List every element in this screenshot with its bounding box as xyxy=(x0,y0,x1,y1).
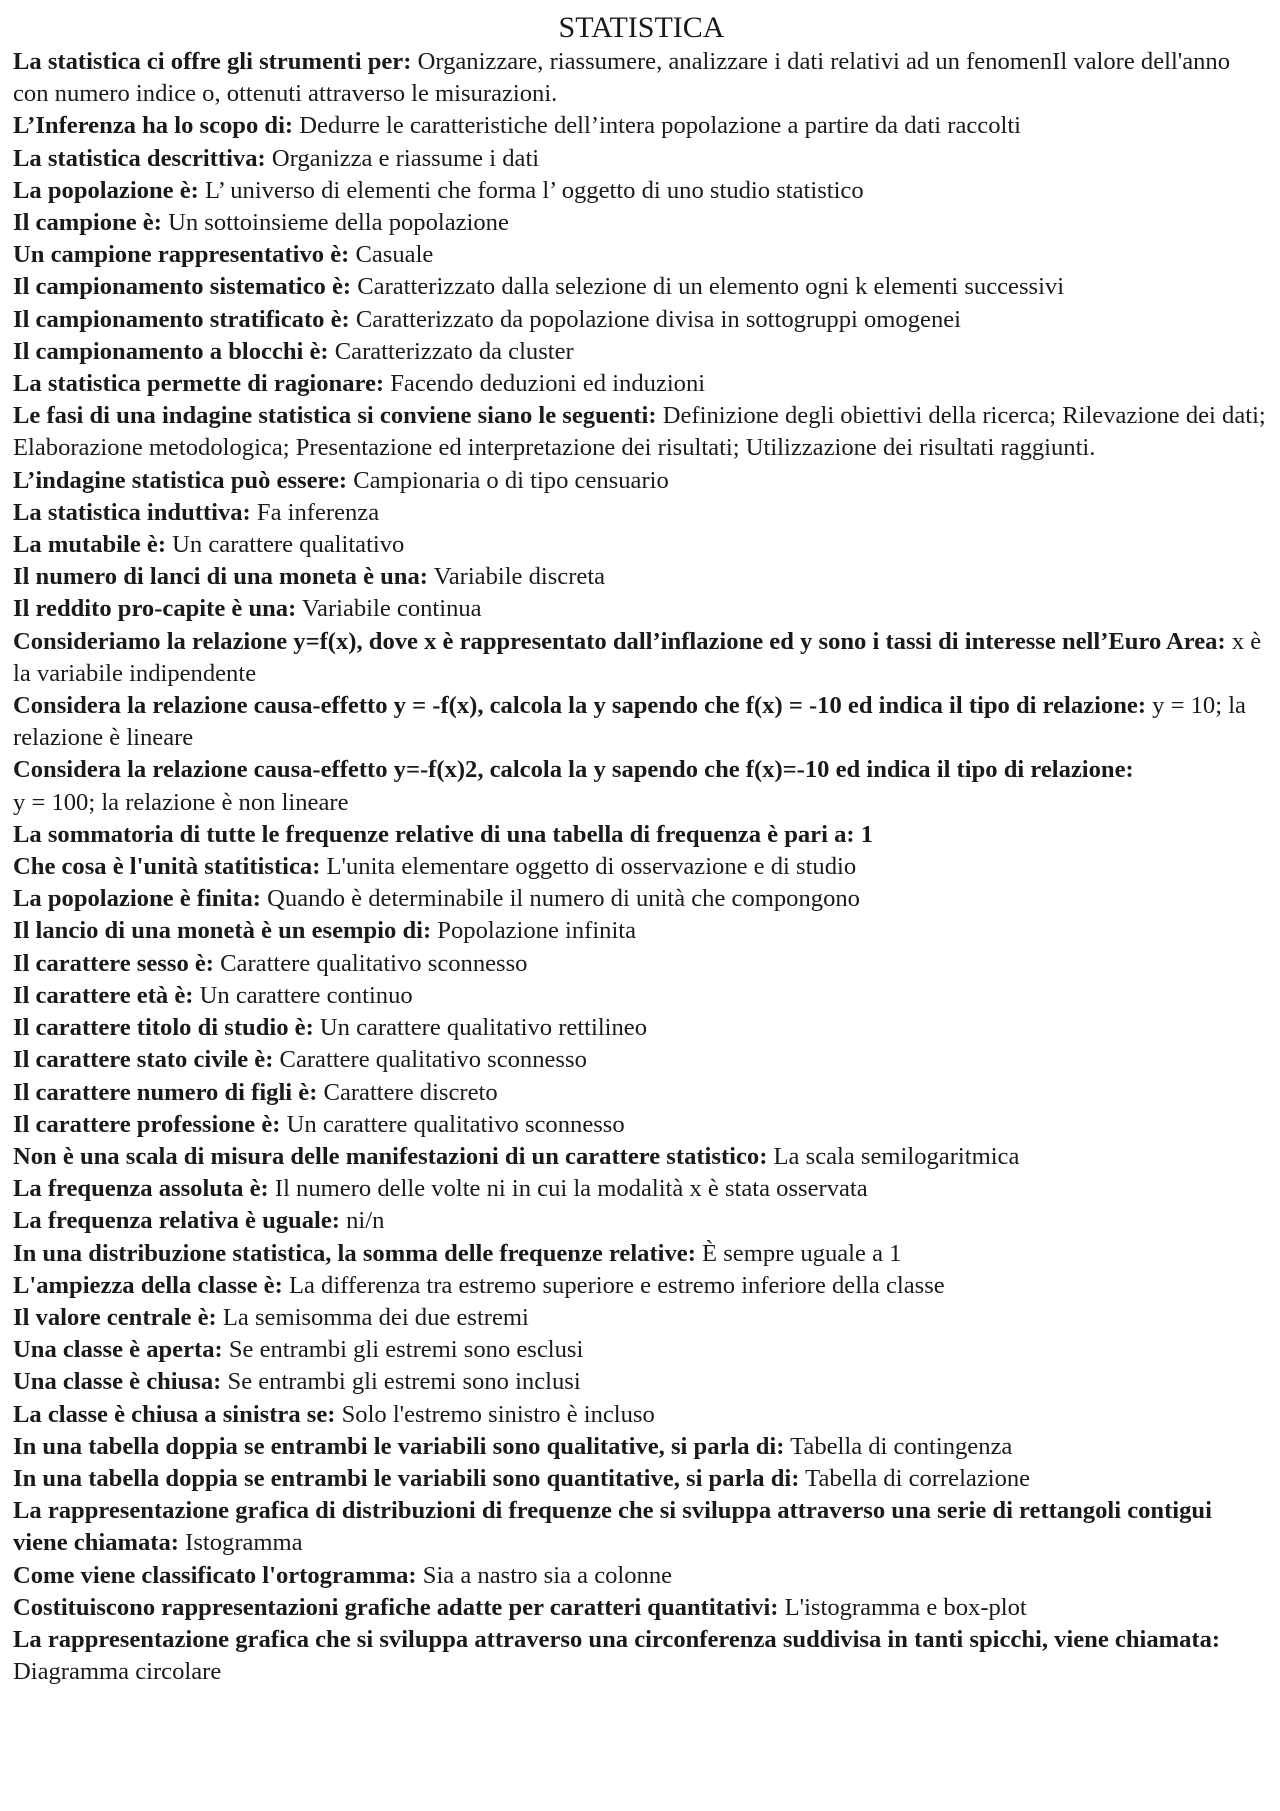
list-item xyxy=(13,626,1270,690)
entry-answer: Dedurre le caratteristiche dell’intera popolazione a partire da dati raccolti xyxy=(293,112,1022,140)
entry-answer: Carattere discreto xyxy=(317,1078,498,1106)
entry-answer: ni/n xyxy=(339,1207,385,1235)
entry-answer: Carattere qualitativo sconnesso xyxy=(214,949,528,977)
list-item xyxy=(13,1044,1270,1076)
entry-answer: y = 100; la relazione è non lineare xyxy=(13,788,349,816)
entry-answer: Variabile continua xyxy=(296,595,482,623)
page-title: STATISTICA xyxy=(558,11,725,44)
list-item xyxy=(13,690,1270,754)
entry-question: Il carattere sesso è: xyxy=(13,949,214,977)
list-item xyxy=(13,1431,1270,1463)
entry-answer: Caratterizzato dalla selezione di un elemento ogni k elementi successivi xyxy=(351,273,1065,301)
entry-answer: Campionaria o di tipo censuario xyxy=(347,466,669,494)
entry-answer: Variabile discreta xyxy=(427,563,606,591)
list-item xyxy=(13,1141,1270,1173)
entry-question: La popolazione è finita: xyxy=(13,885,261,913)
entry-question: La frequenza assoluta è: xyxy=(13,1175,269,1203)
entry-question: Una classe è aperta: xyxy=(13,1336,223,1364)
list-item xyxy=(13,883,1270,915)
entry-question: Il carattere professione è: xyxy=(13,1110,281,1138)
entry-question: Che cosa è l'unità statitistica: xyxy=(13,853,321,881)
entry-answer: Organizzare, riassumere, analizzare i dati relativi ad un fenomenIl valore dell'anno con numero indice o, ottenuti attraverso le misurazioni. xyxy=(13,48,1231,108)
list-item xyxy=(13,1012,1270,1044)
entry-question: Il campionamento stratificato è: xyxy=(13,305,350,333)
entry-question: Il carattere stato civile è: xyxy=(13,1046,274,1074)
list-item xyxy=(13,1077,1270,1109)
list-item xyxy=(13,593,1270,625)
list-item xyxy=(13,368,1270,400)
entry-answer: Fa inferenza xyxy=(250,498,380,526)
entry-answer: Caratterizzato da popolazione divisa in sottogruppi omogenei xyxy=(349,305,961,333)
list-item xyxy=(13,46,1270,110)
entry-answer: La differenza tra estremo superiore e estremo inferiore della classe xyxy=(282,1271,945,1299)
entry-answer: Sia a nastro sia a colonne xyxy=(416,1561,673,1589)
list-item xyxy=(13,754,1270,818)
entry-question: La classe è chiusa a sinistra se: xyxy=(13,1400,336,1428)
entry-answer: Quando è determinabile il numero di unità che compongono xyxy=(261,885,860,913)
entry-answer: Un carattere qualitativo xyxy=(166,531,405,559)
list-item xyxy=(13,143,1270,175)
entry-answer: L'istogramma e box-plot xyxy=(778,1593,1027,1621)
entry-question: Le fasi di una indagine statistica si conviene siano le seguenti: xyxy=(13,402,657,430)
list-item xyxy=(13,400,1270,464)
entry-answer: È sempre uguale a 1 xyxy=(695,1239,902,1267)
entry-question: Il campionamento a blocchi è: xyxy=(13,337,329,365)
entry-answer: y = 10; la relazione è lineare xyxy=(13,692,1246,752)
list-item xyxy=(13,980,1270,1012)
list-item xyxy=(13,819,1270,851)
list-item xyxy=(13,175,1270,207)
list-item xyxy=(13,1334,1270,1366)
entry-question: Considera la relazione causa-effetto y=-f(x)2, calcola la y sapendo che f(x)=-10 ed indica il tipo di relazione: xyxy=(13,756,1134,784)
entry-answer: Popolazione infinita xyxy=(431,917,637,945)
list-item xyxy=(13,1560,1270,1592)
list-item xyxy=(13,948,1270,980)
entry-list xyxy=(13,46,1270,1688)
entry-answer: L'unita elementare oggetto di osservazione e di studio xyxy=(320,853,857,881)
list-item xyxy=(13,1366,1270,1398)
entry-answer: Diagramma circolare xyxy=(13,1658,222,1686)
entry-answer: Organizza e riassume i dati xyxy=(265,144,540,172)
entry-answer: Un carattere continuo xyxy=(193,981,413,1009)
entry-question: Il campione è: xyxy=(13,209,162,237)
entry-question: In una tabella doppia se entrambi le variabili sono quantitative, si parla di: xyxy=(13,1464,800,1492)
entry-answer: Tabella di correlazione xyxy=(799,1464,1031,1492)
list-item xyxy=(13,1399,1270,1431)
list-item xyxy=(13,915,1270,947)
list-item xyxy=(13,336,1270,368)
entry-answer: Caratterizzato da cluster xyxy=(328,337,574,365)
list-item xyxy=(13,304,1270,336)
entry-answer: Casuale xyxy=(349,241,434,269)
entry-question: L’Inferenza ha lo scopo di: xyxy=(13,112,294,140)
entry-answer: La semisomma dei due estremi xyxy=(216,1303,529,1331)
entry-answer: Il numero delle volte ni in cui la modalità x è stata osservata xyxy=(268,1175,868,1203)
entry-question: In una distribuzione statistica, la somma delle frequenze relative: xyxy=(13,1239,696,1267)
entry-answer: Definizione degli obiettivi della ricerca; Rilevazione dei dati; Elaborazione metodologica; Presentazione ed interpretazione dei risultati; Utilizzazione dei risultati raggiunti. xyxy=(13,402,1266,462)
entry-answer: Un sottoinsieme della popolazione xyxy=(161,209,509,237)
entry-question: Un campione rappresentativo è: xyxy=(13,241,350,269)
list-item xyxy=(13,1205,1270,1237)
list-item xyxy=(13,1302,1270,1334)
entry-question: Consideriamo la relazione y=f(x), dove x è rappresentato dall’inflazione ed y sono i tassi di interesse nell’Euro Area: xyxy=(13,627,1226,655)
list-item xyxy=(13,207,1270,239)
list-item xyxy=(13,465,1270,497)
entry-question: Il campionamento sistematico è: xyxy=(13,273,352,301)
entry-question: La mutabile è: xyxy=(13,531,167,559)
entry-question: Il numero di lanci di una moneta è una: xyxy=(13,563,428,591)
list-item xyxy=(13,561,1270,593)
entry-answer: Un carattere qualitativo rettilineo xyxy=(313,1014,648,1042)
entry-question: La statistica descrittiva: xyxy=(13,144,266,172)
entry-question: La rappresentazione grafica di distribuzioni di frequenze che si sviluppa attraverso una serie di rettangoli contigui viene chiamata: xyxy=(13,1497,1212,1557)
entry-question: La statistica ci offre gli strumenti per: xyxy=(13,48,412,75)
list-item xyxy=(13,1463,1270,1495)
entry-answer: Solo l'estremo sinistro è incluso xyxy=(335,1400,655,1428)
entry-question: L'ampiezza della classe è: xyxy=(13,1271,283,1299)
list-item xyxy=(13,851,1270,883)
entry-answer: L’ universo di elementi che forma l’ oggetto di uno studio statistico xyxy=(198,176,864,204)
entry-question: Il valore centrale è: xyxy=(13,1303,217,1331)
entry-answer: La scala semilogaritmica xyxy=(767,1142,1020,1170)
entry-answer: Se entrambi gli estremi sono esclusi xyxy=(222,1336,584,1364)
list-item xyxy=(13,271,1270,303)
list-item xyxy=(13,1592,1270,1624)
entry-question: Come viene classificato l'ortogramma: xyxy=(13,1561,417,1589)
entry-question: La popolazione è: xyxy=(13,176,199,204)
entry-answer: Carattere qualitativo sconnesso xyxy=(273,1046,587,1074)
list-item xyxy=(13,497,1270,529)
entry-question: Il lancio di una monetà è un esempio di: xyxy=(13,917,432,945)
entry-question: La statistica permette di ragionare: xyxy=(13,370,385,398)
entry-question: La frequenza relativa è uguale: xyxy=(13,1207,340,1235)
entry-question: Il reddito pro-capite è una: xyxy=(13,595,297,623)
list-item xyxy=(13,1109,1270,1141)
list-item xyxy=(13,1238,1270,1270)
list-item xyxy=(13,110,1270,142)
list-item xyxy=(13,1624,1270,1688)
entry-question: L’indagine statistica può essere: xyxy=(13,466,348,494)
list-item xyxy=(13,1173,1270,1205)
list-item xyxy=(13,1270,1270,1302)
entry-question: In una tabella doppia se entrambi le variabili sono qualitative, si parla di: xyxy=(13,1432,785,1460)
entry-question: Costituiscono rappresentazioni grafiche adatte per caratteri quantitativi: xyxy=(13,1593,779,1621)
entry-answer: x è la variabile indipendente xyxy=(13,627,1262,687)
entry-answer: Istogramma xyxy=(178,1529,303,1557)
entry-question: Il carattere numero di figli è: xyxy=(13,1078,318,1106)
entry-answer: Facendo deduzioni ed induzioni xyxy=(384,370,706,398)
entry-question: Non è una scala di misura delle manifestazioni di un carattere statistico: xyxy=(13,1142,768,1170)
entry-answer: Tabella di contingenza xyxy=(784,1432,1013,1460)
entry-question: La sommatoria di tutte le frequenze relative di una tabella di frequenza è pari a: 1 xyxy=(13,820,874,848)
entry-answer: Se entrambi gli estremi sono inclusi xyxy=(221,1368,581,1396)
entry-question: Il carattere titolo di studio è: xyxy=(13,1014,314,1042)
entry-question: Una classe è chiusa: xyxy=(13,1368,222,1396)
entry-answer: Un carattere qualitativo sconnesso xyxy=(280,1110,625,1138)
list-item xyxy=(13,529,1270,561)
entry-question: La rappresentazione grafica che si sviluppa attraverso una circonferenza suddivisa in tanti spicchi, viene chiamata: xyxy=(13,1625,1221,1653)
entry-question: La statistica induttiva: xyxy=(13,498,251,526)
entry-question: Il carattere età è: xyxy=(13,981,194,1009)
list-item xyxy=(13,1495,1270,1559)
entry-question: Considera la relazione causa-effetto y = -f(x), calcola la y sapendo che f(x) = -10 ed indica il tipo di relazione: xyxy=(13,692,1147,720)
list-item xyxy=(13,239,1270,271)
